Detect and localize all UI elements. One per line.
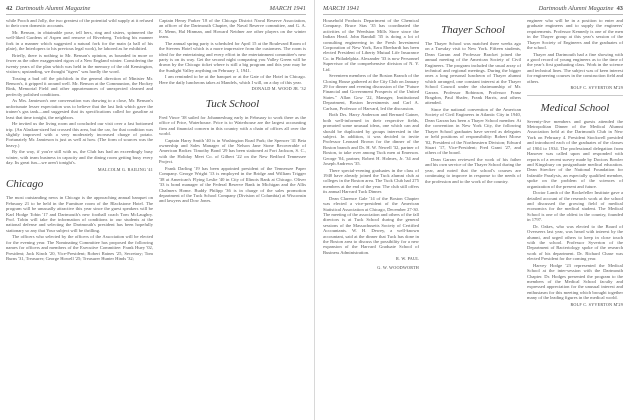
signature: ROLF C. SYVERTON M'29 xyxy=(570,85,623,91)
paragraph: The most outstanding news in Chicago is the approaching annual banquet on February 21 to be held in the Furniture room of the Blackstone Hotel. The program will be unusually attractive this year since the guest speakers will be Karl Hodge Tobin '17 and Dartmouth's new football coach Tom McLaughry. Prof. Tobin will take the information of conditions to our students at the national defense and selecting the Dartmouth's president has been hopefully stationary so any that Your subject will be thrilling. xyxy=(6,195,153,233)
paragraph: Both Drs. Harry Anderson and Bernard Gainer, both well-informed in their respective fields, promoted some unusual ideas, one which can and should be duplicated by groups interested in the subject. In addition, it was decided to invite Professor Leonard Brown for the dinner of the Boston branch and Dr. H. W. Newell '32, partner of Boston, to take over among Tuck men at Emerson. George '04, partner, Robert H. Holmes, Jr. '34 and Joseph Andrews '35. xyxy=(323,112,419,166)
paragraph: Seventeen members of the Boston Branch of the Closing House gathered at the City Club on January 29 for dinner and evening discussion of the "Future Financial and Government Prospects of the United States." Allan Gow '22, Manager, Institutional Department, Boston Investments and Carl A. Carlson, Professor of Harvard, led the discussion. xyxy=(323,73,419,111)
right-page xyxy=(314,0,628,420)
paragraph: The officers who selected by the officers of the Association will be elected for the evening year. The Nominating Committee has proposed the following names for officers and members of the Executive Committee: Frank Huey '02, President; Jack Kinch '20, Vice-President; Robert Raines '25, Secretary; Tom Burns '31, Treasurer; George Howell '25; Treasurer Hunter Hinds '32; xyxy=(6,234,153,261)
paragraph: Seventy-five members and guests attended the Metropolitan Dinner of the Medical Alumni Association held at the Dartmouth Club in New York on February 4. President Stockwell presided and introduced each of the graduates of the classes of 1904 to 1934. The professional delegation from Hanover was called upon and responded with reports of a recent survey made by Doctors Bowler and Kingsbury on postgraduate medical education. Dean Strecker of the National Foundation for Infantile Paralysis, an especially qualified member, spoke on the problem of the sciences of organization of the present and future. xyxy=(527,118,623,189)
section-title-medical-school: Medical School xyxy=(540,101,610,114)
signature: MALCOLM G. RAILING '41 xyxy=(97,166,153,172)
paragraph: Fred Vince '38 sailed for Johannesburg early in February to work there as the office of Price, Waterhouse. Price is to Waterhouse are the largest accounting firm and financial concern in this country with a chain of offices all over the world. xyxy=(159,114,306,137)
right-page-columns xyxy=(323,18,623,420)
left-running-title: Dartmouth Alumni Magazine xyxy=(15,5,91,12)
left-column-2 xyxy=(159,18,306,420)
paragraph: The Thayer School was matched three weeks ago on a Tuesday visit to New York. Fifteen students, Dean Garran and Professor Bracket joined the annual meeting of the American Society of Civil Engineers. The program included the usual array of technical and regional meetings. During the bigger ones a long personal luncheon of Thayer alumni which arranged, one constant interest at the Thayer School Council under the chairmanship of Mr. Garran. Professor Robinson, Professor Franz Bragdon, Paul Shafer, Frank Harris, and others attended. xyxy=(425,41,521,106)
signature: DONALD M. WOOD JR. '32 xyxy=(251,86,306,92)
paragraph: Briefly, there is nothing to Mr. Benson's opinion, as bounded in more or fewer as the other exaggerated rigors of a New England winter. Considering the twenty years of the plan which was held in the memory of the old Kensington, visitors; upstanding, we thought "tigers" was hardly the word. xyxy=(6,52,153,75)
paragraph: Captain Henry Parker '18 of the Chicago District Naval Reserve Association, an officer of the Dartmouth Chapter, the Naval Reserve committee, and G. A. E. Menn, Hal Hinman, and Howard Neidner are other players on the winter team. xyxy=(159,18,306,40)
paragraph: Dean Clarence Gale '14 of the Boston Chapter was elected a vice-president of the American Statistical Association at Chicago, December 27-30. The meeting of the association and others of the fall directors is at Tuck School during the general sessions of the Massachusetts Society of Certified Accountants. W. H. Dewey, a well-known accountant, said at the dinner that Tuck has done in the Boston area to discuss the possibility for a new expansion of the Harvard Graduate School of Business Administration. xyxy=(323,195,419,255)
left-issue-date: MARCH 1941 xyxy=(269,5,306,12)
left-page-columns xyxy=(6,18,306,420)
paragraph: Mr. Benson, in obtainable pose, tell hers, ring and sisters, spinnered the well-liked Gardens of Aspen and remove of Riverberg. Twirling his manner fork in a manner which suggested a natural fork for the main (a ball of his plate), the Interlopers to his previous legal work), he labored as he exhibited. xyxy=(6,30,153,52)
paragraph: Harvey Hodge '23 represented the Medical School at the inter-session with the Dartmouth Chapter. Dr. Hodges presented the program to the members of the Medical School faculty and expressed appreciation for the unusual interest and enthusiasm for this meeting which brought together many of the leading figures in the medical world. xyxy=(527,262,623,301)
paragraph: Dean Garran reviewed the work of his father and his own service of the Thayer School during the year, and noted that the school's courses are continuing to improve in response to the needs of the profession and to the work of the country. xyxy=(425,156,521,184)
right-column-3 xyxy=(527,18,623,420)
paragraph: Thayer and Dartmouth had a fine showing with a good record of young engineers as to the time of the year's first graduating class. Work in the science and technical lines. The subject was of keen interest for engineering courses in the construction field and others. xyxy=(527,51,623,84)
paragraph: Dr. Oakes, who was elected to the Board of Overseers last year, was heard with interest by the alumni, and urged others to keep in close touch with the school. Professor Syverton of the Department of Bacteriology spoke of the research work of his department. Dr. Richard Chase was elected President for the coming year. xyxy=(527,223,623,262)
section-title-thayer-school: Thayer School xyxy=(441,24,505,36)
paragraph: Household Products Department of the Chemical Company. Bruce Stas '35 has coordinated the activities of the Weedston Mills Store since the Indian Head. John Randall '35 is doing a lot of consulting engineering in the Fresh Investment Corporation of New York, Ezra Eberhardt has been elected President of Liberty Mutual Life Insurance Co. in Philadelphia. Alexander '33 is now Personnel Supervisor of the comprehensive division of N. Y. Ltd. xyxy=(323,18,419,72)
right-running-head xyxy=(323,5,623,15)
section-title-chicago: Chicago xyxy=(6,178,44,191)
right-issue-date: MARCH 1941 xyxy=(323,5,360,12)
paragraph: By the way, if you're still with us, the Club has had an exceedingly busy winter, with team business in capacity and the dining room getting busy every day. Its great fun—we aren't tonight's. xyxy=(6,149,153,166)
paragraph: I am reminded to be at the banquet or at the Gate of the Hotel in Chicago. Here the daily luncheons takes at Mandels, which I will, on a day of this year. xyxy=(159,74,306,85)
paragraph: Captain Harry Smith '40 is in Washington Road Park; the Spencer '41 Beta ownership and Sales Manager of the Nelson Jane Stone Recoverable of American Broker. Timothy Bond '29 has been stationed at Fort Jackson, S. C., with the Holiday Meet Co. of Gilbert '22 on the New Bedford Tennessee Project. xyxy=(159,137,306,165)
paragraph: engineer who will be in a position to enter and graduate engineers and to supply the engineers' requirements. Professor Kennedy is one of the men in the Thayer group at this year's session of the Thayer Society of Engineers and the graduates of the school. xyxy=(527,18,623,51)
section-divider xyxy=(527,95,623,96)
left-column-1 xyxy=(6,18,153,420)
left-running-head xyxy=(6,5,306,15)
signature: G. W. WOODWORTH xyxy=(377,264,419,270)
paragraph: Tossing a bud off the pitchfork in the general direction of Minister Mr. Benson's, it gripped it around well. Mr. Benson at the Communion, the Hockey Rink, Memorial Field and other appurtenances of unexpected cleaned and perfectly polished conditions. xyxy=(6,75,153,97)
paragraph: Doctor Lamb of the Rockefeller Institute gave a detailed account of the research work at the school and discussed the growing field of medical economics for the medical student. The Medical School is one of the oldest in the country, founded in 1797. xyxy=(527,190,623,223)
paragraph: There special-evening graduates in the class of 1940 have already joined the Tuck alumni club at colleges in the Boston area. The Tuck Club had 275 members at the end of the year. The club still offers its annual Harvard Tuck Dinner. xyxy=(323,167,419,195)
section-title-tuck-school: Tuck School xyxy=(205,97,260,110)
right-running-title: Dartmouth Alumni Magazine xyxy=(538,5,614,12)
paragraph: while Pooch and Jolly, the two greatest of the potential wild supply at it refused to their own domestic accounts. xyxy=(6,18,153,29)
paragraph: Since the national convention of the American Society of Civil Engineers in Atlantic City in 1940, Dean Garran has been a Thayer School member. At the convention in New York City, the following Thayer School graduates have served as delegates or held positions of responsibility: Robert Morse '02, President of the Northeastern Division; Edward Stuart '17, Vice-President; Fred Grant '27, and others of the board. xyxy=(425,107,521,156)
signature: R. W. PAUL xyxy=(395,256,419,262)
left-page-number: 42 xyxy=(6,5,13,12)
paragraph: As Mrs. Jamieson's one conversation was drawing to a close, Mr. Benson's unfortunate lesser expectation was to believe that the last link which gave the trainer's gas tank—and suggested that its specifications called for gasoline at least that time tonight, the neighbors. xyxy=(6,98,153,120)
paragraph: Frank Darling '19 has been appointed president of the Tennessee Paper Company. George Wright '13 is employed in the Bridge and William Trigger '38 at American's Flying Leslie '40 in City of Illinois Bank at Chicago. Oliver '33 is bond manager of the Federal Reserve Bank in Michigan and the Allis Chalmers Home. Buddy Philipp '36 is in charge of the sales promotion department of the Tuck School Company (Division of Columbia) at Wisconsin and lawyers and Dow Jones. xyxy=(159,165,306,204)
right-column-1 xyxy=(323,18,419,420)
signature: ROLF C. SYVERTON M'29 xyxy=(570,301,623,307)
right-column-2 xyxy=(425,18,521,420)
paragraph: He invited us the living room and concluded our visit over a fast bottomed trip. (An Alaskan-sized hat crossed this area, but the car, for that condition was slightly improved with a very moderately increased charge of potato. Fortunately Mr. Jamieson is just as well at how. (The form of sources was the heavy.) xyxy=(6,121,153,148)
paragraph: The annual spring party is scheduled for April 15 at the Boulevard Room of the Stevens Hotel which is a more impressive from the customers. The room is ideal for the entertaining and every effort in the entertainment committee's new party is on its way. Get the second night comparing you Valley Green will be drawn by the Chicago ticket where is still a big program and this year may be the Sunlight Valley anything on February 1, 1941. xyxy=(159,40,306,73)
right-page-number: 43 xyxy=(616,5,623,12)
